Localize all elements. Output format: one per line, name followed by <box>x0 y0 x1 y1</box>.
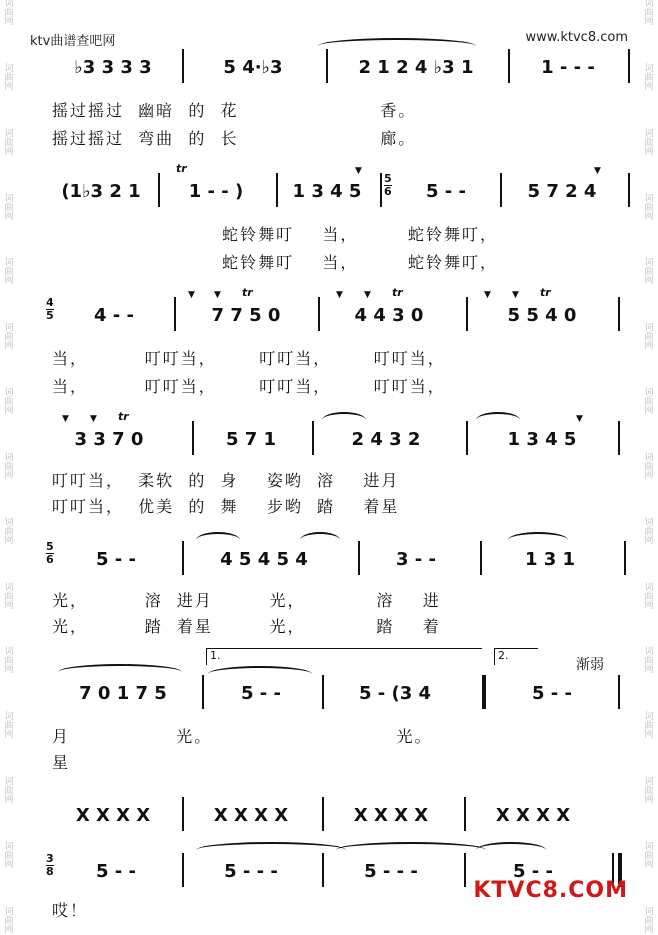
barline <box>466 297 468 331</box>
barline <box>182 853 184 887</box>
score-row-5 <box>46 540 631 574</box>
lyric-line: 叮叮当， 优美 的 舞 步哟 踏 着星 <box>52 497 400 516</box>
measure: (1♭3 2 1 <box>61 180 141 202</box>
accent-arrow: ▼ <box>576 414 583 424</box>
barline <box>182 797 184 831</box>
watermark-glyph: 词 曲 网 <box>644 906 654 935</box>
measure: 5 7 2 4 <box>527 180 597 202</box>
measure: 1 3 4 5 <box>292 180 362 202</box>
watermark-glyph: 词 曲 网 <box>4 323 14 352</box>
barline <box>618 675 620 709</box>
time-signature: 4 5 <box>46 296 54 322</box>
barline <box>322 797 324 831</box>
repeat-barline <box>482 675 486 709</box>
barline <box>466 421 468 455</box>
accent-arrow: ▼ <box>90 414 97 424</box>
barline <box>322 675 324 709</box>
measure: 5 5 4 0 <box>507 304 577 326</box>
slur <box>508 532 568 548</box>
measure: 5 - (3 4 <box>358 682 432 704</box>
measure: 3 - - <box>396 548 436 570</box>
watermark-glyph: 词 曲 网 <box>4 258 14 287</box>
lyric-line: 摇过摇过 弯曲 的 长 廊。 <box>52 129 417 148</box>
accent-arrow: ▼ <box>336 290 343 300</box>
lyric-line: 蛇铃舞叮 当， 蛇铃舞叮， <box>52 225 499 244</box>
measure: 5 - - <box>241 682 281 704</box>
measure: 5 - - <box>513 860 553 882</box>
measure: 1 3 4 5 <box>507 428 577 450</box>
watermark-glyph: 词 曲 网 <box>644 323 654 352</box>
watermark-glyph: 词 曲 网 <box>4 128 14 157</box>
measure: 5 4·♭3 <box>223 56 283 78</box>
measure: X X X X <box>495 804 571 826</box>
watermark-glyph: 词 曲 网 <box>4 712 14 741</box>
measure: 5 - - - <box>364 860 418 882</box>
site-name-left[interactable]: ktv曲谱查吧网 <box>30 34 116 49</box>
slur <box>322 412 366 428</box>
rhythm-row <box>46 800 631 830</box>
expression-mark: 渐弱 <box>576 657 604 673</box>
measure: X X X X <box>75 804 151 826</box>
watermark-glyph: 词 曲 网 <box>4 0 14 27</box>
score-row-2 <box>46 162 631 206</box>
measure: 4 4 3 0 <box>354 304 424 326</box>
measure: 2 1 2 4 ♭3 1 <box>358 56 474 78</box>
watermark-glyph: 词 曲 网 <box>644 841 654 870</box>
measure: 4 - - <box>94 304 134 326</box>
measure: 7 7 5 0 <box>211 304 281 326</box>
barline <box>464 853 466 887</box>
slur <box>208 666 312 682</box>
watermark-glyph: 词 曲 网 <box>644 0 654 27</box>
score-row-4 <box>46 410 631 454</box>
left-watermark-column <box>2 0 16 935</box>
barline <box>312 421 314 455</box>
lyric-line: 当， 叮叮当， 叮叮当， 叮叮当， <box>52 377 446 396</box>
trill-mark: tr <box>540 286 551 299</box>
barline <box>276 173 278 207</box>
measure: X X X X <box>213 804 289 826</box>
slur <box>58 664 182 680</box>
watermark-glyph: 词 曲 网 <box>4 452 14 481</box>
barline <box>628 49 630 83</box>
measure: 3 3 7 0 <box>74 428 144 450</box>
measure: 5 - - <box>96 860 136 882</box>
measure: 5 - - <box>532 682 572 704</box>
watermark-glyph: 词 曲 网 <box>4 841 14 870</box>
accent-arrow: ▼ <box>62 414 69 424</box>
watermark-glyph: 词 曲 网 <box>4 777 14 806</box>
trill-mark: tr <box>118 410 129 423</box>
watermark-glyph: 词 曲 网 <box>4 906 14 935</box>
watermark-glyph: 词 曲 网 <box>644 777 654 806</box>
slur <box>196 532 240 548</box>
accent-arrow: ▼ <box>512 290 519 300</box>
measure: 5 - - <box>426 180 466 202</box>
slur <box>476 412 520 428</box>
accent-arrow: ▼ <box>188 290 195 300</box>
volta-bracket-1: 1. <box>206 648 482 665</box>
barline <box>500 173 502 207</box>
barline <box>182 541 184 575</box>
trill-mark: tr <box>392 286 403 299</box>
watermark-glyph: 词 曲 网 <box>644 647 654 676</box>
site-url-right[interactable]: www.ktvc8.com <box>525 30 628 45</box>
barline <box>628 173 630 207</box>
lyric-line: 哎！ <box>52 901 89 920</box>
tie <box>336 842 486 858</box>
measure: 2 4 3 2 <box>351 428 421 450</box>
lyric-line: 月 光。 光。 <box>52 727 433 746</box>
measure: 5 7 1 <box>225 428 277 450</box>
watermark-glyph: 词 曲 网 <box>644 712 654 741</box>
time-signature: 3 8 <box>46 852 54 878</box>
lyric-line: 蛇铃舞叮 当， 蛇铃舞叮， <box>52 253 499 272</box>
lyric-line: 光， 踏 着星 光， 踏 着 <box>52 617 441 636</box>
watermark-glyph: 词 曲 网 <box>4 193 14 222</box>
lyric-line: 光， 溶 进月 光， 溶 进 <box>52 591 441 610</box>
barline <box>326 49 328 83</box>
watermark-glyph: 词 曲 网 <box>644 582 654 611</box>
measure: 1 - - - <box>541 56 595 78</box>
accent-arrow: ▼ <box>355 166 362 176</box>
watermark-glyph: 词 曲 网 <box>644 63 654 92</box>
tie <box>476 842 546 858</box>
watermark-glyph: 词 曲 网 <box>4 388 14 417</box>
barline <box>192 421 194 455</box>
watermark-glyph: 词 曲 网 <box>644 452 654 481</box>
lyric-line: 当， 叮叮当， 叮叮当， 叮叮当， <box>52 349 446 368</box>
watermark-glyph: 词 曲 网 <box>4 647 14 676</box>
trill-mark: tr <box>176 162 187 175</box>
slur <box>300 532 340 548</box>
trill-mark: tr <box>242 286 253 299</box>
measure: 1 - - ) <box>188 180 244 202</box>
measure: ♭3 3 3 3 <box>74 56 152 78</box>
barline <box>182 49 184 83</box>
barline <box>358 541 360 575</box>
tie <box>196 842 346 858</box>
score-row-6 <box>46 649 631 708</box>
barline <box>318 297 320 331</box>
right-watermark-column <box>642 0 656 935</box>
barline <box>618 421 620 455</box>
lyric-line: 叮叮当， 柔软 的 身 姿哟 溶 进月 <box>52 471 400 490</box>
time-signature: 5 6 <box>46 540 54 566</box>
time-signature: 5 6 <box>384 172 392 198</box>
watermark-glyph: 词 曲 网 <box>4 517 14 546</box>
barline <box>158 173 160 207</box>
measure: 5 - - - <box>224 860 278 882</box>
barline <box>618 297 620 331</box>
watermark-glyph: 词 曲 网 <box>644 517 654 546</box>
barline <box>464 797 466 831</box>
volta-bracket-2: 2. <box>494 648 538 665</box>
score-row-3 <box>46 286 631 330</box>
barline <box>322 853 324 887</box>
barline <box>624 541 626 575</box>
accent-arrow: ▼ <box>364 290 371 300</box>
watermark-glyph: 词 曲 网 <box>644 258 654 287</box>
accent-arrow: ▼ <box>214 290 221 300</box>
measure: 7 0 1 7 5 <box>79 682 167 704</box>
watermark-glyph: 词 曲 网 <box>644 193 654 222</box>
measure: X X X X <box>353 804 429 826</box>
watermark-glyph: 词 曲 网 <box>644 128 654 157</box>
site-logo[interactable]: KTVC8.COM <box>473 878 628 903</box>
lyric-line: 摇过摇过 幽暗 的 花 香。 <box>52 101 417 120</box>
accent-arrow: ▼ <box>594 166 601 176</box>
barline <box>202 675 204 709</box>
barline <box>174 297 176 331</box>
watermark-glyph: 词 曲 网 <box>4 63 14 92</box>
barline <box>508 49 510 83</box>
accent-arrow: ▼ <box>484 290 491 300</box>
watermark-glyph: 词 曲 网 <box>644 388 654 417</box>
measure: 4 5 4 5 4 <box>220 548 308 570</box>
measure: 1 3 1 <box>524 548 576 570</box>
barline <box>480 541 482 575</box>
score-row-1 <box>46 52 631 82</box>
lyric-line: 星 <box>52 753 71 772</box>
watermark-glyph: 词 曲 网 <box>4 582 14 611</box>
barline <box>380 173 382 207</box>
measure: 5 - - <box>96 548 136 570</box>
slur <box>318 38 476 54</box>
